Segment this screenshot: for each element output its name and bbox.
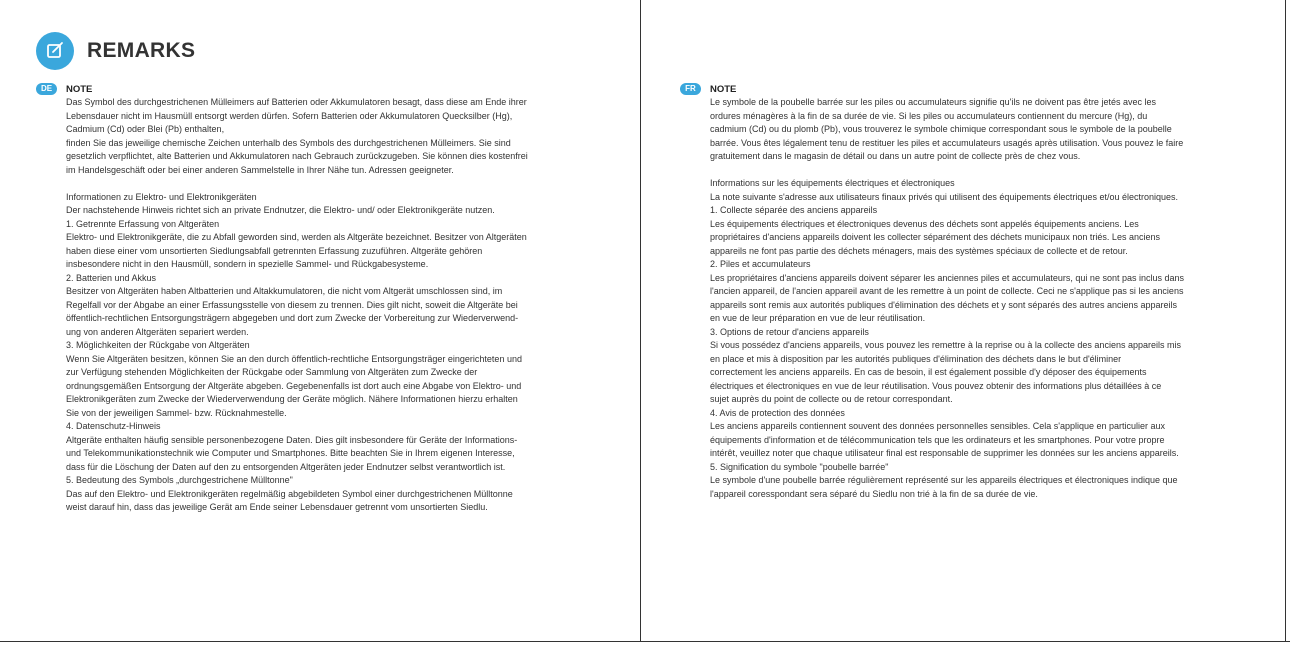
text-line: 5. Signification du symbole "poubelle barrée" (710, 461, 889, 472)
text-line: La note suivante s'adresse aux utilisateurs finaux privés qui utilisent des équipements électriques et/ou électroniques. (710, 191, 1178, 202)
text-line: 1. Getrennte Erfassung von Altgeräten (66, 218, 220, 229)
page-header (36, 32, 195, 70)
note-title-de: NOTE (66, 83, 93, 95)
text-line: Wenn Sie Altgeräten besitzen, können Sie an den durch öffentlich-rechtliche Entsorgungsträger eingerichteten und (66, 353, 522, 364)
language-badge-fr: FR (680, 83, 701, 95)
text-line: Les anciens appareils contiennent souvent des données personnelles sensibles. Cela s'applique en particulier aux (710, 421, 1166, 431)
text-line: appareils ne font pas partie des déchets ménagers, mais des systèmes spéciaux de collecte et de retour. (710, 245, 1128, 256)
text-line: barrée. Vous êtes légalement tenu de restituer les piles et accumulateurs usagés après utilisation. Vous pouvez le faire (710, 137, 1184, 148)
text-line: en vue de leur préparation en vue de leur réutilisation. (710, 313, 926, 323)
text-line: dass für die Löschung der Daten auf den zu entsorgenden Altgeräten jeder Endnutzer selbst verantwortlich ist. (66, 461, 506, 472)
text-line: Le symbole de la poubelle barrée sur les piles ou accumulateurs signifie qu'ils ne doivent pas être jetés avec les (710, 97, 1156, 107)
text-line: Les équipements électriques et électroniques devenus des déchets sont appelés équipements anciens. Les (710, 218, 1139, 229)
text-line: 3. Options de retour d'anciens appareils (710, 326, 869, 337)
text-line: im Handelsgeschäft oder bei einer anderen Sammelstelle in Ihrer Nähe tun. Adressen geeigneter. (66, 164, 454, 175)
text-line: haben diese einer vom unsortierten Siedlungsabfall getrennten Erfassung zuzuführen. Altgeräte gehören (66, 245, 483, 256)
text-line: 5. Bedeutung des Symbols „durchgestrichene Mülltonne" (66, 475, 293, 485)
text-line: ordnungsgemäßen Entsorgung der Altgeräte abgeben. Gegebenenfalls ist dort auch eine Abgabe von Elektro- und (66, 380, 522, 391)
text-line: 4. Datenschutz-Hinweis (66, 421, 161, 431)
text-line: zur Verfügung stehenden Möglichkeiten der Rückgabe oder Sammlung von Altgeräten zum Zwecke der (66, 367, 478, 377)
text-line: Regelfall vor der Abgabe an einer Erfassungsstelle von diesem zu trennen. Dies gilt nicht, soweit die Altgeräte bei (66, 299, 518, 310)
text-line: Das auf den Elektro- und Elektronikgeräten regelmäßig abgebildeten Symbol einer durchgestrichenen Mülltonne (66, 488, 513, 499)
text-line: l'appareil coresspondant sera séparé du Siedlu non trié à la fin de sa durée de vie. (710, 488, 1038, 499)
text-line: électriques et électroniques en vue de leur réutilisation. Vous pouvez obtenir des informations plus détaillées à ce (710, 380, 1162, 391)
text-line: 3. Möglichkeiten der Rückgabe von Altgeräten (66, 340, 250, 350)
text-line: öffentlich-rechtlichen Entsorgungsträgern abgegeben und dort zum Zwecke der Vorbereitung zur Wiederverwend- (66, 313, 519, 323)
text-line: Informations sur les équipements électriques et électroniques (710, 178, 955, 188)
text-line: gratuitement dans le magasin de détail ou dans un autre point de collecte près de chez vous. (710, 151, 1081, 161)
text-line: Le symbole d'une poubelle barrée régulièrement représenté sur les appareils électriques et électroniques indique que (710, 475, 1178, 485)
text-line: ung von anderen Altgeräten separiert werden. (66, 326, 249, 337)
page-title: REMARKS (87, 39, 196, 62)
text-line: ordures ménagères à la fin de sa durée de vie. Si les piles ou accumulateurs contiennent du mercure (Hg), du (710, 110, 1148, 121)
text-line: Sie von der jeweiligen Sammel- bzw. Rücknahmestelle. (66, 407, 287, 418)
page-divider (640, 0, 641, 642)
text-line: intérêt, veuillez noter que chaque utilisateur final est responsable de supprimer les données sur les anciens appareils. (710, 448, 1179, 458)
text-line: Lebensdauer nicht im Hausmüll entsorgt werden dürfen. Sofern Batterien oder Akkumulatoren Quecksilber (Hg), (66, 110, 513, 121)
text-line: sujet auprès du point de collecte ou de retour correspondant. (710, 394, 953, 404)
text-line: Altgeräte enthalten häufig sensible personenbezogene Daten. Dies gilt insbesondere für Geräte der Informations- (66, 434, 518, 445)
text-line: Informationen zu Elektro- und Elektronikgeräten (66, 191, 257, 202)
text-line (710, 164, 1254, 178)
edit-note-icon (36, 32, 74, 70)
note-body-fr (710, 96, 1254, 501)
text-line: 1. Collecte séparée des anciens appareils (710, 205, 878, 215)
text-line: en place et mis à disposition par les autorités publiques d'élimination des déchets dans le but d'éliminer (710, 353, 1122, 364)
text-line: Les propriétaires d'anciens appareils doivent séparer les anciennes piles et accumulateurs, qui ne sont pas inclus dans (710, 272, 1184, 283)
language-badge-de: DE (36, 83, 57, 95)
note-section-fr (680, 82, 1254, 501)
text-line: Si vous possédez d'anciens appareils, vous pouvez les remettre à la reprise ou à la collecte des anciens appareils mis (710, 340, 1181, 350)
text-line: 2. Piles et accumulateurs (710, 259, 811, 269)
text-line: équipements d'information et de télécommunication tels que les ordinateurs et les smartphones. Pour votre propre (710, 434, 1165, 445)
note-body-de (66, 96, 598, 515)
text-line: gesetzlich verpflichtet, alte Batterien und Akkumulatoren nach Gebrauch zurückzugeben. Sie können dies kostenfrei (66, 151, 528, 161)
text-line: appareils sont remis aux autorités publiques d'élimination des déchets et y sont séparés des autres anciens appareils (710, 299, 1177, 310)
text-line: und Telekommunikationstechnik wie Computer und Smartphones. Bitte beachten Sie in Ihrem eigenen Interesse, (66, 448, 515, 458)
text-line: propriétaires d'anciens appareils doivent les collecter séparément des déchets municipaux non triés. Les anciens (710, 232, 1160, 242)
note-section-de (36, 82, 598, 515)
text-line: Elektro- und Elektronikgeräte, die zu Abfall geworden sind, werden als Altgeräte bezeichnet. Besitzer von Altgeräten (66, 232, 527, 242)
text-line: insbesondere nicht in den Hausmüll, sondern in spezielle Sammel- und Rückgabesysteme. (66, 259, 429, 269)
text-line: 4. Avis de protection des données (710, 407, 845, 418)
text-line: l'ancien appareil, de l'ancien appareil avant de les remettre à un point de collecte. Ceci ne s'applique pas si les anciens (710, 286, 1184, 296)
note-title-fr: NOTE (710, 83, 737, 95)
text-line: cadmium (Cd) ou du plomb (Pb), vous trouverez le symbole chimique correspondant sous le symbole de la poubelle (710, 124, 1172, 134)
page-edge-right (1285, 0, 1286, 642)
text-line: Das Symbol des durchgestrichenen Mülleimers auf Batterien oder Akkumulatoren besagt, dass diese am Ende ihrer (66, 97, 527, 107)
text-line: weist darauf hin, dass das jeweilige Gerät am Ende seiner Lebensdauer getrennt vom unsortierten Siedlu. (66, 502, 488, 512)
text-line: 2. Batterien und Akkus (66, 272, 157, 283)
text-line (66, 177, 598, 191)
text-line: correctement les anciens appareils. En cas de besoin, il est également possible d'y déposer des équipements (710, 367, 1147, 377)
text-line: Besitzer von Altgeräten haben Altbatterien und Altakkumulatoren, die nicht vom Altgerät umschlossen sind, im (66, 286, 503, 296)
text-line: finden Sie das jeweilige chemische Zeichen unterhalb des Symbols des durchgestrichenen Mülleimers. Sie sind (66, 137, 511, 148)
text-line: Cadmium (Cd) oder Blei (Pb) enthalten, (66, 124, 225, 134)
text-line: Elektronikgeräten zum Zwecke der Wiederverwendung der Geräte möglich. Nähere Informationen hierzu erhalten (66, 394, 518, 404)
text-line: Der nachstehende Hinweis richtet sich an private Endnutzer, die Elektro- und/ oder Elektronikgeräte nutzen. (66, 205, 495, 215)
page-bottom-rule (0, 641, 1290, 642)
